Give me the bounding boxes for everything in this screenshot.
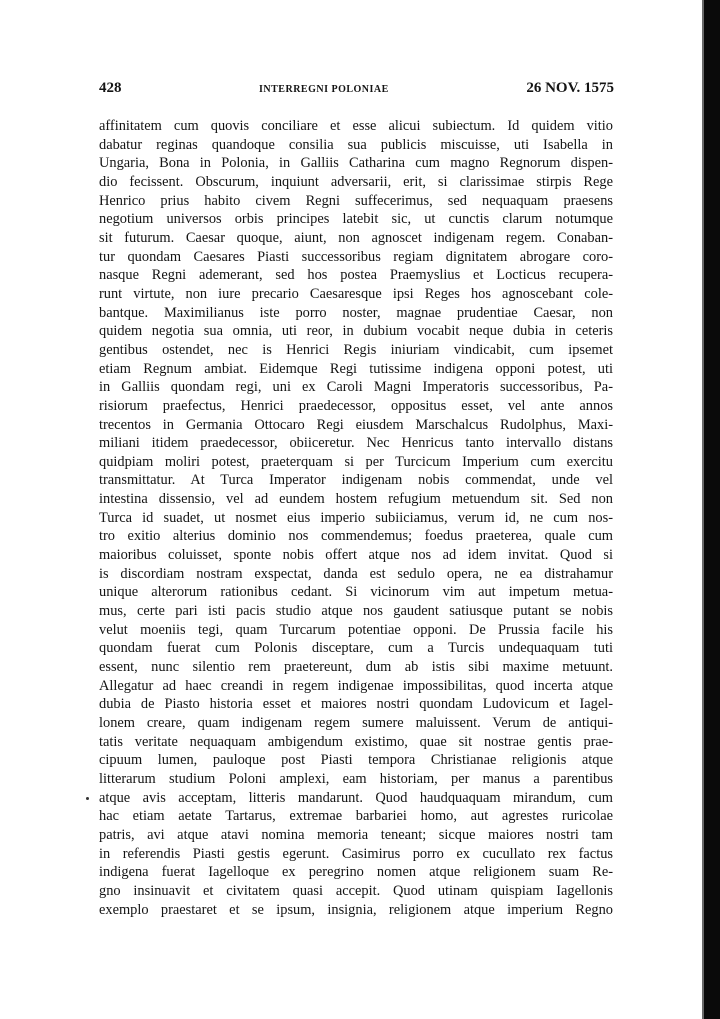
text-line: exemplo praestaret et se ipsum, insignia, religionem atque imperium Regno	[99, 901, 613, 918]
page-edge	[704, 0, 720, 1019]
text-line: is discordiam nostram exspectat, danda est sedulo opera, ne ea distrahamur	[99, 565, 613, 582]
text-line: Allegatur ad haec creandi in regem indigenae impossibilitas, quod incerta atque	[99, 677, 613, 694]
text-line: sit futurum. Caesar quoque, aiunt, non agnoscet indigenam regem. Conaban-	[99, 229, 613, 246]
text-line: Turca id suadet, ut nosmet eius imperio subiiciamus, verum id, ne cum nos-	[99, 509, 613, 526]
text-line: in referendis Piasti gestis egerunt. Casimirus porro ex cucullato rex factus	[99, 845, 613, 862]
text-line: cipuum lumen, pauloque post Piasti tempora Christianae religionis atque	[99, 752, 613, 769]
text-line: negotium universos orbis principes latebit sic, ut cunctis clarum notumque	[99, 211, 613, 228]
text-line: in Galliis quondam regi, uni ex Caroli Magni Imperatoris successoribus, Pa-	[99, 379, 613, 396]
text-line: trecentos in Germania Ottocaro Regi eiusdem Marschalcus Rudolphus, Maxi-	[99, 416, 613, 433]
text-line: velut moeniis tegi, quam Turcarum potentiae opponi. De Prussia facile his	[99, 621, 613, 638]
text-line: quondam fuerat cum Polonis disceptare, cum a Turcis undequaquam tuti	[99, 640, 613, 657]
text-line: dubia de Piasto historia esset et maiores nostri quondam Ludovicum et Iagel-	[99, 696, 613, 713]
text-line: dio fecissent. Obscurum, inquiunt adversarii, erit, si clarissimae stirpis Rege	[99, 173, 613, 190]
header-date: 26 NOV. 1575	[526, 80, 614, 96]
text-line: affinitatem cum quovis conciliare et esse alicui subiectum. Id quidem vitio	[99, 118, 613, 134]
text-line: litterarum studium Poloni amplexi, eam historiam, per manus a parentibus	[99, 770, 613, 787]
text-line: essent, nunc silentio rem praetereunt, dum ab istis sibi maxime metuunt.	[99, 659, 613, 676]
running-head	[99, 80, 614, 102]
text-line: etiam Regnum ambiat. Eidemque Regi tutissime indigena opponi potest, uti	[99, 360, 613, 377]
text-line: nasque Regni ademerant, sed hos postea Praemyslius et Locticus recupera-	[99, 267, 613, 284]
text-line: maioribus coluisset, sponte nobis offert atque nos ad idem invitat. Quod si	[99, 547, 613, 564]
text-line: tatis veritate nequaquam ambigendum existimo, quae sit nostrae gentis prae-	[99, 733, 613, 750]
text-line: intestina dissensio, vel ad eundem hostem refugium metuendum sit. Sed non	[99, 491, 613, 508]
body-text	[99, 117, 613, 919]
text-line: tro exitio alterius dominio nos commendemus; foedus praeterea, quale cum	[99, 528, 613, 545]
text-line: bantque. Maximilianus iste porro noster, magnae prudentiae Caesar, non	[99, 304, 613, 321]
text-line: patris, avi atque atavi nomina memoria teneant; sicque maiores nostri tam	[99, 826, 613, 843]
text-line: dabatur reginas quandoque consilia sua publicis miscuisse, uti Isabella in	[99, 136, 613, 153]
text-line: gno insinuavit et civitatem quasi accepit. Quod utinam quispiam Iagellonis	[99, 882, 613, 899]
text-line: Henrico prius habito civem Regni suffecerimus, sed nequaquam praesens	[99, 192, 613, 209]
text-line: runt virtute, non iure precario Caesaresque ipsi Reges hos agnoscebant cole-	[99, 285, 613, 302]
text-line: atque avis acceptam, litteris mandarunt. Quod haudquaquam mirandum, cum	[99, 789, 613, 806]
text-line: lonem creare, quam indigenam regem sumere maluissent. Verum de antiqui-	[99, 715, 613, 731]
text-line: quidpiam moliri potest, praeterquam si per Turcicum Imperium cum exercitu	[99, 453, 613, 470]
page-number: 428	[99, 80, 122, 96]
stray-ink-mark	[86, 797, 89, 800]
text-line: quidem negotia sua omnia, uti reor, in dubium vocabit neque dubia in ceteris	[99, 323, 613, 340]
running-title: INTERREGNI POLONIAE	[259, 84, 389, 95]
text-line: hac etiam aetate Tartarus, extremae barbariei homo, aut agrestes ruricolae	[99, 808, 613, 825]
text-line: indigena fuerat Iagelloque ex peregrino nomen atque religionem suam Re-	[99, 864, 613, 881]
text-line: gentibus ostendet, nec is Henrici Regis iniuriam vindicabit, cum ipsemet	[99, 341, 613, 358]
text-line: tur quondam Caesares Piasti successoribus regiam dignitatem abrogare coro-	[99, 248, 613, 265]
text-line: risiorum praefectus, Henrici praedecessor, oppositus esset, vel ante annos	[99, 397, 613, 414]
text-line: transmittatur. At Turca Imperator indigenam nobis commendat, unde vel	[99, 472, 613, 489]
text-line: mus, certe pari isti pacis studio atque nos gaudent satiusque putant se nobis	[99, 603, 613, 620]
text-line: Ungaria, Bona in Polonia, in Galliis Catharina cum magno Regnorum dispen-	[99, 155, 613, 172]
text-line: unique alterorum rationibus cedant. Si vicinorum vim aut impetum metua-	[99, 584, 613, 601]
text-line: miliani itidem praedecessor, obiiceretur. Nec Henricus tanto intervallo distans	[99, 435, 613, 452]
